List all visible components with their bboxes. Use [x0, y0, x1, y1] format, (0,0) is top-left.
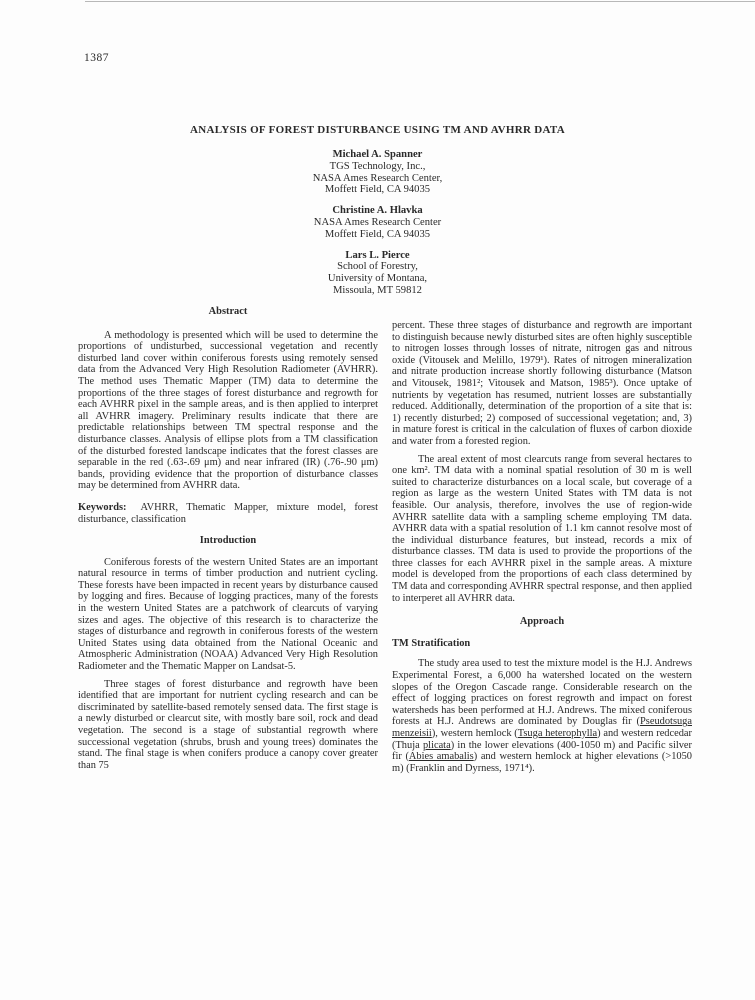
abstract-paragraph: A methodology is presented which will be used to determine the proportions of undisturbed, successional vegetation and recently disturbed land cover within coniferous forests using remotely sensed data from the Advanced Very High Resolution Radiometer (AVHRR). The method uses Thematic Mapper (TM) data to determine the proportions of the three stages of forest disturbance and regrowth for each AVHRR pixel in the sample areas, and is then applied to interpret all AVHRR imagery. Preliminary results indicate that there are predictable relationships between TM spectral response and the disturbance classes. Analysis of ellipse plots from a TM classification of the disturbed forested landscape indicates that the forest classes are separable in the red (.63-.69 μm) and near infrared (IR) (.76-.90 μm) bands, providing evidence that the proportion of disturbance classes may be determined from AVHRR data.: [78, 329, 378, 492]
scan-artifact-line: [85, 1, 755, 2]
author-affiliation-line: TGS Technology, Inc.,: [329, 160, 426, 172]
author-affiliation-line: University of Montana,: [327, 273, 428, 285]
author-affiliation-line: Moffett Field, CA 94035: [324, 184, 431, 196]
author-affiliation-line: Missoula, MT 59812: [333, 284, 422, 296]
author-name: Michael A. Spanner: [332, 149, 423, 160]
keywords-label: Keywords:: [78, 501, 127, 513]
author-affiliation-line: NASA Ames Research Center,: [312, 172, 443, 184]
author-affiliation-line: School of Forestry,: [337, 261, 418, 273]
keywords-line: [78, 502, 378, 525]
study-area-paragraph: The study area used to test the mixture model is the H.J. Andrews Experimental Forest, a 6,000 ha watershed located on the western slopes of the Oregon Cascade range. Considerable research on the effect of logging practices on forest regrowth and impact on forest watersheds has been performed at H.J. Andrews. The mixed coniferous forests at H.J. Andrews are dominated by Douglas fir (Pseudotsuga menzeisii), western hemlock (Tsuga heterophylla) and western redcedar (Thuja plicata) in the lower elevations (400-1050 m) and Pacific silver fir (Abies amabalis) and western hemlock at higher elevations (>1050 m) (Franklin and Dyrness, 1971⁴).: [392, 658, 692, 774]
two-column-body: [78, 306, 692, 774]
tm-stratification-subheading: TM Stratification: [392, 637, 471, 649]
author-affiliation-line: Moffett Field, CA 94035: [324, 228, 431, 240]
author-list: [0, 149, 755, 306]
page-number: 1387: [84, 52, 109, 64]
author-block: [0, 205, 755, 240]
introduction-paragraph-2: Three stages of forest disturbance and regrowth have been identified that are important for nutrient cycling research and can be discriminated by satellite-based remotely sensed data. The first stage is a newly disturbed or clearcut site, with mostly bare soil, rock and dead vegetation. The second is a stage of substantial regrowth where successional vegetation (shrubs, brush and young trees) dominates the stand. The final stage is when conifers produce a canopy cover greater than 75: [78, 678, 378, 771]
areal-extent-paragraph: The areal extent of most clearcuts range from several hectares to one km². TM data with a nominal spatial resolution of 30 m is well suited to characterize disturbances on a local scale, but coverage of a region as large as the western United States with TM data is not feasible. Our analysis, therefore, involves the use of region-wide AVHRR satellite data with a sampling scheme employing TM data. AVHRR data with a spatial resolution of 1.1 km cannot resolve most of the individual disturbance features, but instead, records a mix of disturbance classes. TM data is used to provide the proportions of the three classes for each AVHRR pixel in the sample areas. A mixture model is developed from the proportions of each class determined by TM data and corresponding AVHRR spectral response, and then applied to interperet all AVHRR data.: [392, 453, 692, 604]
left-column: [78, 306, 378, 774]
continuation-paragraph: percent. These three stages of disturbance and regrowth are important to distinguish because newly disturbed sites are often highly susceptible to nitrogen losses through losses of nitrate, nitrogen gas and nitrous oxide (Vitousek and Melillo, 1979¹). Rates of nitrogen mineralization and nitrate production increase shortly following disturbance (Matson and Vitousek, 1981²; Vitousek and Matson, 1985³). Once uptake of nutrients by vegetation has resumed, nutrient losses are substantially reduced. Additionally, determination of the proportion of a site that is: 1) recently disturbed; 2) composed of successional vegetation; and, 3) in mature forest is critical in the calculation of fluxes of carbon dioxide and water from a forested region.: [392, 320, 692, 447]
abstract-heading: Abstract: [208, 306, 248, 317]
author-affiliation-line: NASA Ames Research Center: [313, 216, 442, 228]
keywords-text: AVHRR, Thematic Mapper, mixture model, forest disturbance, classification: [78, 501, 378, 525]
author-name: Lars L. Pierce: [345, 249, 410, 261]
author-block: [0, 149, 755, 196]
introduction-paragraph-1: Coniferous forests of the western United States are an important natural resource in terms of timber production and nutrient cycling. These forests have been impacted in recent years by disturbance caused by logging and fires. Because of logging practices, many of the forests in the western United States are a patchwork of clearcuts of varying sizes and ages. The objective of this research is to characterize the stages of disturbance and regrowth in coniferous forests of the western United States using data obtained from the National Oceanic and Atmospheric Administration (NOAA) Advanced Very High Resolution Radiometer and the Thematic Mapper on Landsat-5.: [78, 556, 378, 673]
introduction-heading: Introduction: [199, 535, 257, 547]
approach-heading: Approach: [519, 616, 565, 628]
right-column: [392, 306, 692, 774]
paper-title: ANALYSIS OF FOREST DISTURBANCE USING TM AND AVHRR DATA: [190, 124, 565, 136]
author-block: [0, 250, 755, 297]
author-name: Christine A. Hlavka: [332, 205, 423, 217]
